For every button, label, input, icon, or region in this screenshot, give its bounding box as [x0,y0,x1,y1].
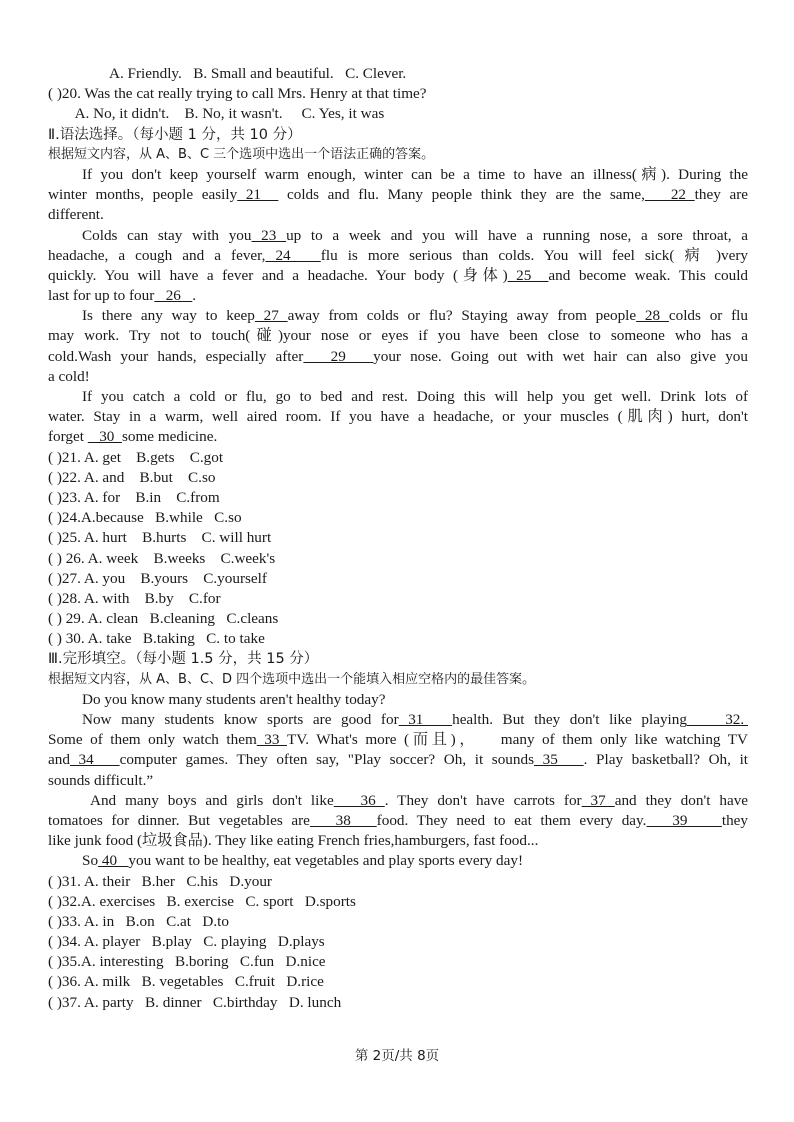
section-ii-instructions: 根据短文内容，从 A、B、C 三个选项中选出一个语法正确的答案。 [48,146,435,162]
question-item: ( )24.A.because B.while C.so [48,509,242,527]
q20-options: A. No, it didn't. B. No, it wasn't. C. Yes, it was [48,105,385,123]
question-item: ( )23. A. for B.in C.from [48,488,220,506]
passage-1-line: a cold! [48,367,90,385]
passage-2-line: sounds difficult.” [48,771,154,789]
passage-2-line: Some of them only watch them 33 TV. What's more (而且)， many of them only like watching TV [48,731,749,749]
blank-25: 25 [507,266,549,284]
passage-1-line: headache, a cough and a fever, 24 flu is more serious than colds. You will feel sick( 病 )very [48,246,748,264]
section-ii-heading: Ⅱ.语法选择。（每小题 1 分，共 10 分） [48,126,302,143]
blank-35: 35 [533,751,584,769]
blank-32: 32. [686,711,748,728]
question-item: ( )35.A. interesting B.boring C.fun D.nice [48,953,326,971]
question-item: ( ) 29. A. clean B.cleaning C.cleans [48,610,279,628]
passage-1-line: Is there any way to keep 27 away from colds or flu? Staying away from people 28 colds or flu [82,307,748,325]
q19-options: A. Friendly. B. Small and beautiful. C. Clever. [90,65,407,82]
blank-38: 38 [309,811,377,829]
blank-40: 40 [98,852,129,870]
blank-39: 39 [646,811,722,829]
passage-2-line: And many boys and girls don't like 36 . They don't have carrots for 37 and they don't have [90,791,749,809]
passage-1-line: last for up to four 26 . [48,287,197,305]
question-item: ( )22. A. and B.but C.so [48,468,216,486]
passage-2-line: So 40 you want to be healthy, eat vegetables and play sports every day! [82,852,524,870]
blank-22: 22 [644,186,695,204]
blank-24: 24 [265,246,321,264]
question-item: ( ) 30. A. take B.taking C. to take [48,630,265,648]
blank-23: 23 [251,226,287,244]
passage-2-line: Do you know many students aren't healthy today? [82,690,386,708]
question-item: ( )34. A. player B.play C. playing D.plays [48,933,325,951]
q20-question: ( )20. Was the cat really trying to call Mrs. Henry at that time? [48,85,427,103]
blank-21: 21 [237,186,279,204]
blank-27: 27 [254,307,288,325]
question-item: ( )27. A. you B.yours C.yourself [48,569,267,587]
passage-2-line: tomatoes for dinner. But vegetables are 38 food. They need to eat them every day. 39 they [48,811,748,829]
question-item: ( )21. A. get B.gets C.got [48,448,224,466]
section-iii-instructions: 根据短文内容，从 A、B、C、D 四个选项中选出一个能填入相应空格内的最佳答案。 [48,671,536,687]
passage-1-line: forget 30 some medicine. [48,428,218,446]
exam-page [48,64,748,1013]
passage-2-line: and 34 computer games. They often say, "Play soccer? Oh, it sounds 35 . Play basketball? Oh, it [48,751,749,769]
question-item: ( )25. A. hurt B.hurts C. will hurt [48,529,272,547]
question-item: ( )31. A. their B.her C.his D.your [48,872,272,890]
blank-28: 28 [636,307,669,325]
passage-1-line: water. Stay in a warm, well aired room. If you have a headache, or your muscles (肌肉) hurt, don't [48,408,748,426]
blank-29: 29 [303,347,374,365]
question-item: ( )32.A. exercises B. exercise C. sport D.sports [48,892,356,910]
blank-31: 31 [398,711,453,728]
blank-33: 33 [256,731,287,749]
passage-1-line: may work. Try not to touch(碰)your nose or eyes if you have been close to someone who has a [48,327,748,345]
page-footer: 第 2页/共 8页 [354,1048,440,1064]
section-iii-heading: Ⅲ.完形填空。（每小题 1.5 分，共 15 分） [48,651,319,668]
passage-1-line: If you catch a cold or flu, go to bed and rest. Doing this will help you get well. Drink lots of [82,388,748,405]
blank-34: 34 [69,751,120,769]
passage-1-line: different. [48,206,104,224]
blank-26: 26 [154,287,193,305]
question-item: ( ) 26. A. week B.weeks C.week's [48,549,276,567]
passage-1-line: quickly. You will have a fever and a headache. Your body (身体) 25 and become weak. This could [48,266,749,284]
passage-2-line: Now many students know sports are good for 31 health. But they don't like playing 32. [82,711,748,728]
passage-1-line: If you don't keep yourself warm enough, winter can be a time to have an illness(病). During the [82,165,748,183]
question-item: ( )28. A. with B.by C.for [48,589,221,607]
passage-1-line: winter months, people easily 21 colds and flu. Many people think they are the same, 22 they are [48,186,749,204]
blank-30: 30 [87,428,122,446]
passage-1-line: Colds can stay with you 23 up to a week and you will have a running nose, a sore throat, a [82,226,749,244]
question-item: ( )37. A. party B. dinner C.birthday D. lunch [48,993,342,1011]
passage-2-line: like junk food (垃圾食品). They like eating French fries,hamburgers, fast food... [48,832,539,850]
passage-1-line: cold.Wash your hands, especially after 29 your nose. Going out with wet hair can also give you [48,347,748,365]
question-item: ( )33. A. in B.on C.at D.to [48,912,229,930]
blank-36: 36 [333,791,385,809]
blank-37: 37 [581,791,615,809]
question-item: ( )36. A. milk B. vegetables C.fruit D.rice [48,973,324,991]
